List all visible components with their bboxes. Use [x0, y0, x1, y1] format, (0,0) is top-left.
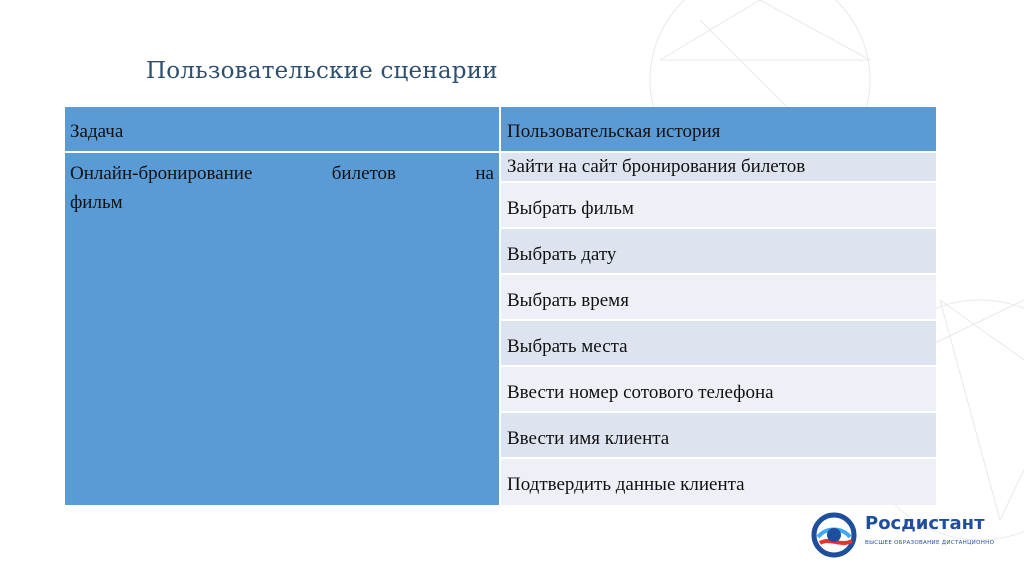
- globe-icon: [808, 507, 860, 563]
- story-row: [501, 275, 936, 321]
- story-text: Выбрать дату: [507, 244, 617, 265]
- story-text: Выбрать места: [507, 336, 628, 357]
- story-column: [501, 153, 936, 505]
- story-text: Выбрать фильм: [507, 198, 634, 219]
- story-text: Зайти на сайт бронирования билетов: [507, 156, 806, 177]
- story-row: [501, 153, 936, 183]
- story-row: [501, 183, 936, 229]
- table-header-row: [65, 107, 936, 153]
- rosdistant-logo: [808, 507, 998, 563]
- header-divider: [499, 107, 501, 153]
- logo-tagline: ВЫСШЕЕ ОБРАЗОВАНИЕ ДИСТАНЦИОННО: [865, 540, 995, 546]
- task-line-1: Онлайн-бронирование билетов на: [70, 163, 494, 184]
- header-story: Пользовательская история: [507, 121, 721, 142]
- story-row: [501, 367, 936, 413]
- story-row: [501, 459, 936, 505]
- logo-name: Росдистант: [865, 513, 985, 534]
- scenario-table: [65, 107, 936, 505]
- task-cell: [65, 153, 499, 505]
- header-task: Задача: [70, 121, 124, 142]
- story-row: [501, 413, 936, 459]
- story-text: Подтвердить данные клиента: [507, 474, 745, 495]
- story-text: Ввести имя клиента: [507, 428, 670, 449]
- slide-title: Пользовательские сценарии: [146, 58, 498, 84]
- story-row: [501, 321, 936, 367]
- task-line-2: фильм: [70, 192, 123, 213]
- story-text: Ввести номер сотового телефона: [507, 382, 774, 403]
- story-text: Выбрать время: [507, 290, 629, 311]
- story-row: [501, 229, 936, 275]
